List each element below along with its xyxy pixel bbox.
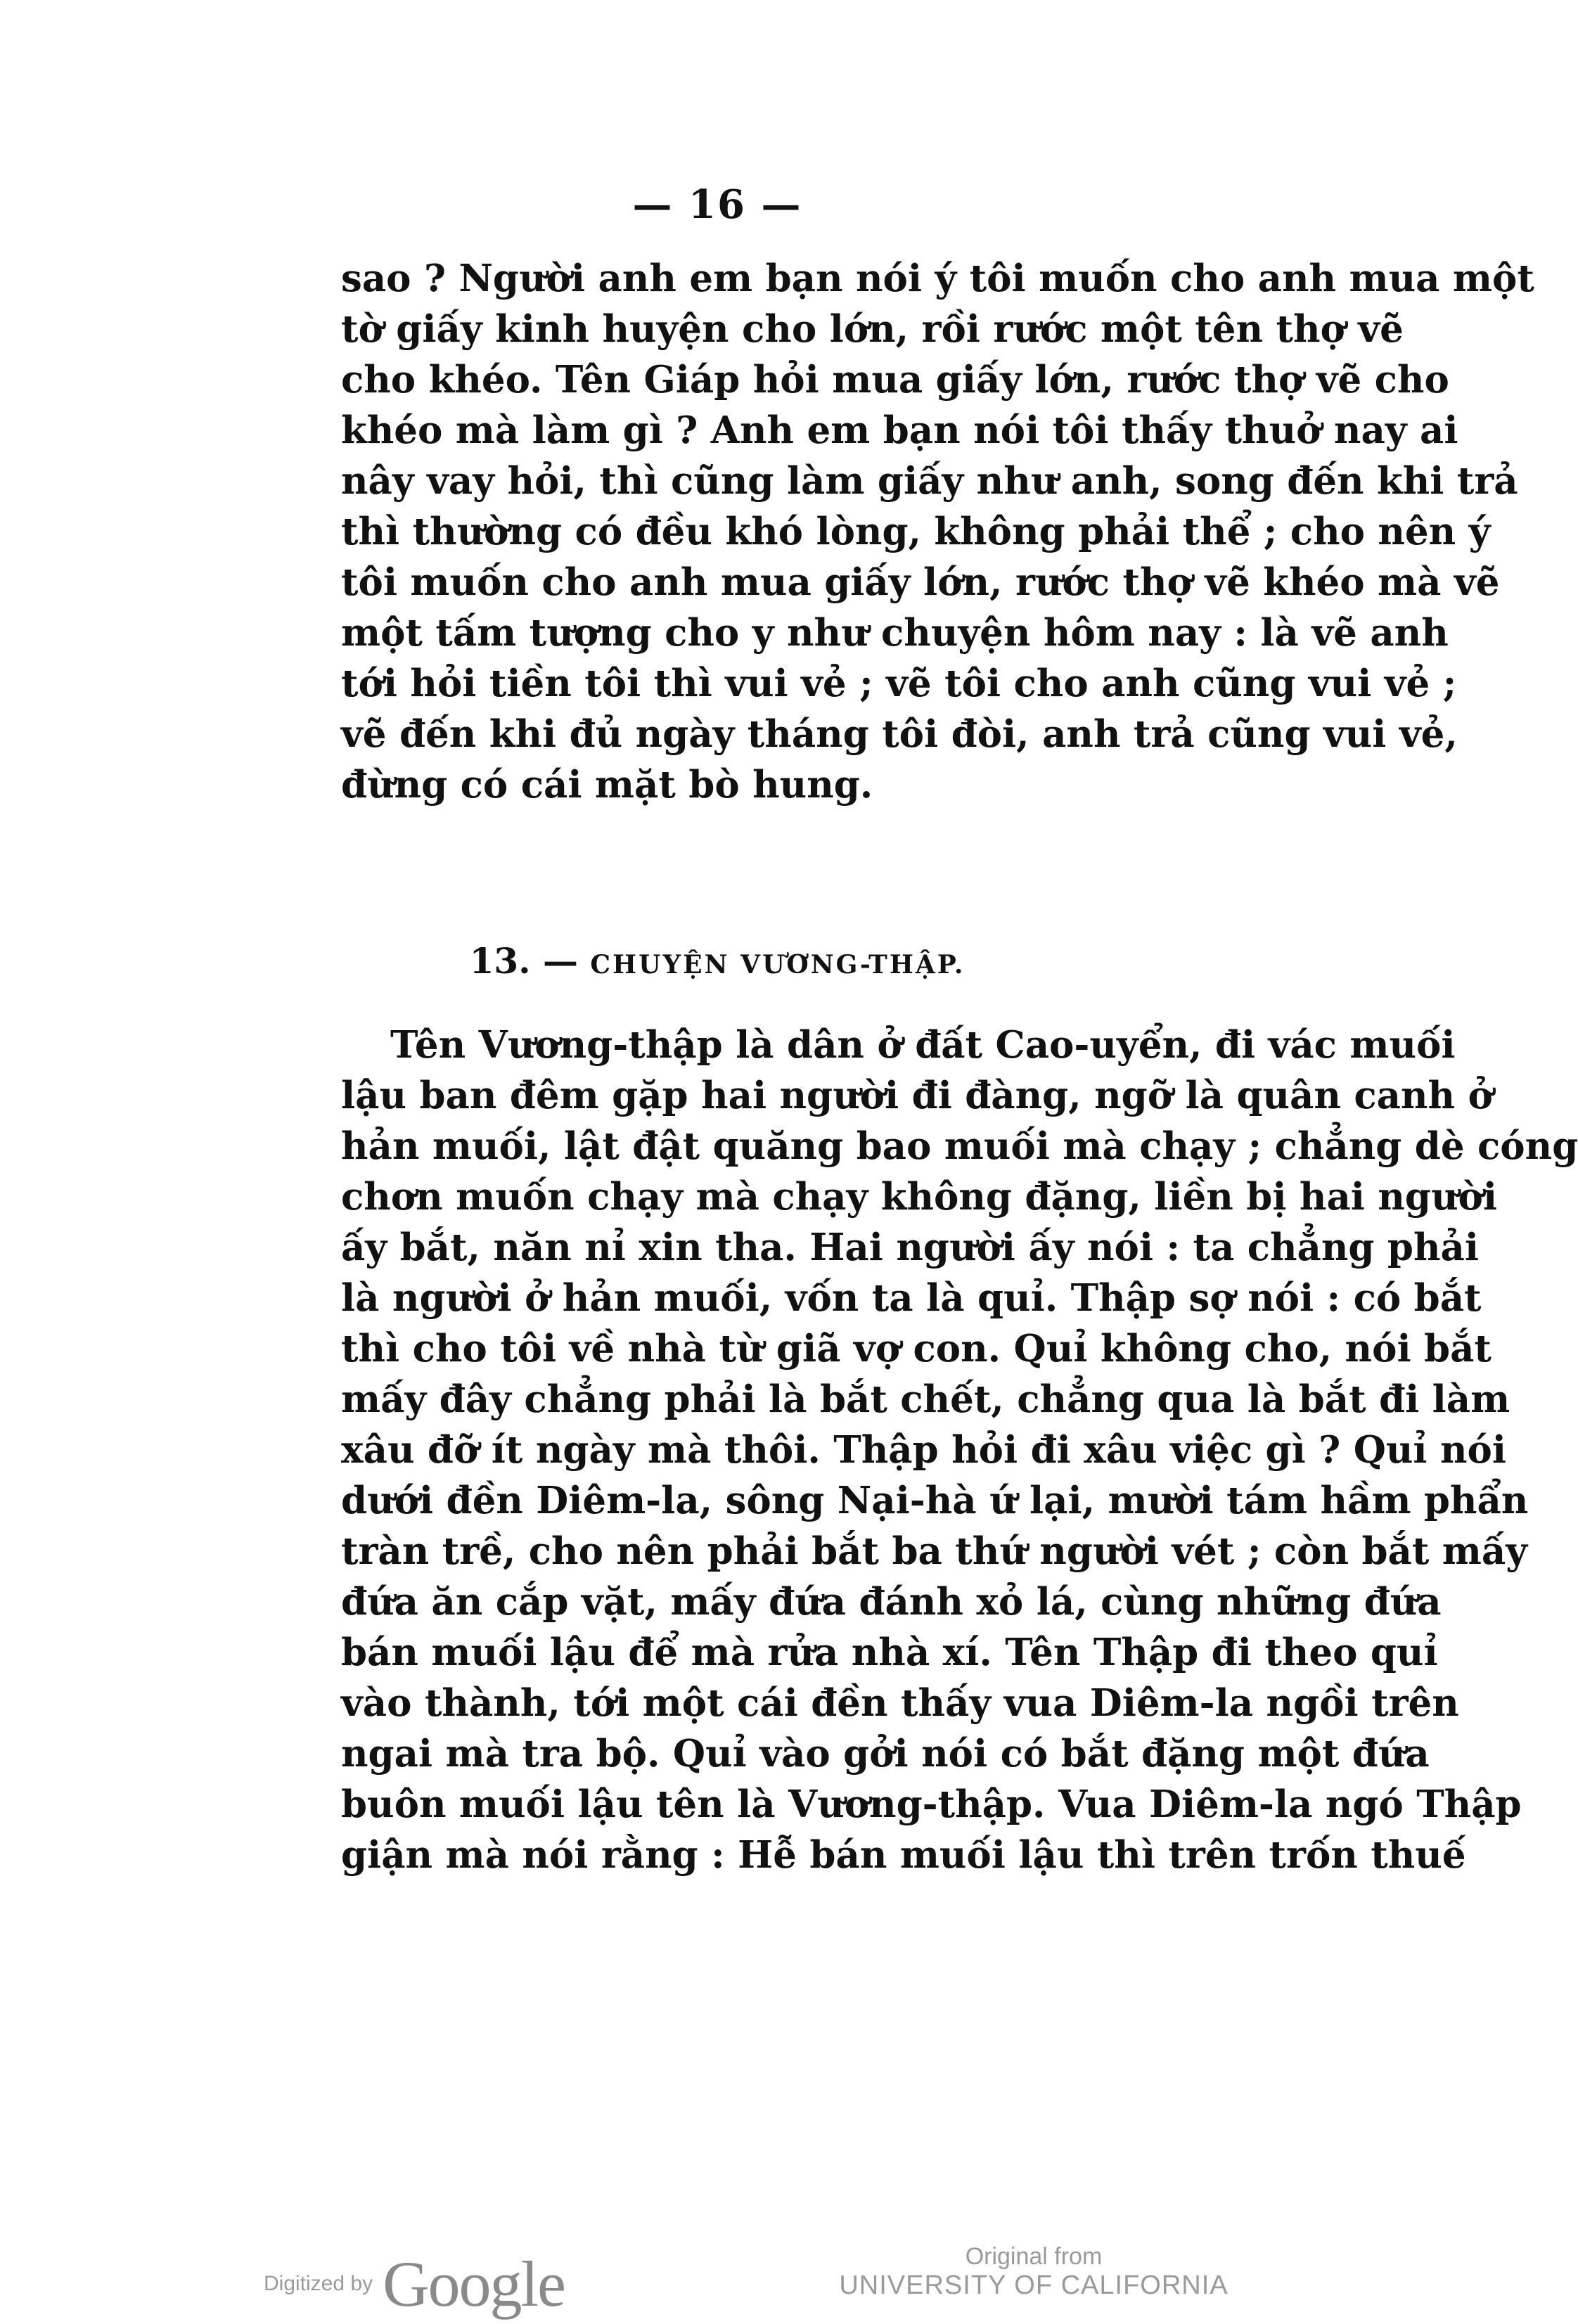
text-line: đừng có cái mặt bò hung. — [341, 763, 873, 807]
original-from-text: Original from — [965, 2243, 1103, 2270]
text-line: vẽ đến khi đủ ngày tháng tôi đòi, anh trả cũng vui vẻ, — [341, 712, 1458, 756]
text-line: vào thành, tới một cái đền thấy vua Diêm-la ngồi trên — [341, 1681, 1459, 1725]
text-line: đứa ăn cắp vặt, mấy đứa đánh xỏ lá, cùng những đứa — [341, 1580, 1442, 1624]
text-line: giận mà nói rằng : Hễ bán muối lậu thì trên trốn thuế — [341, 1833, 1466, 1877]
digitized-by-text: Digitized by — [264, 2272, 373, 2295]
text-line: lậu ban đêm gặp hai người đi đàng, ngỡ là quân canh ở — [341, 1074, 1493, 1117]
original-from-watermark — [823, 2243, 1245, 2320]
section-heading — [0, 940, 1435, 982]
text-line: chơn muốn chạy mà chạy không đặng, liền bị hai người — [341, 1175, 1497, 1219]
text-line: sao ? Người anh em bạn nói ý tôi muốn cho anh mua một — [341, 257, 1534, 300]
page-number: — 16 — — [632, 181, 802, 228]
digitized-by-watermark — [264, 2247, 565, 2324]
text-line: thì cho tôi về nhà từ giã vợ con. Quỉ không cho, nói bắt — [341, 1327, 1492, 1370]
text-line: buôn muối lậu tên là Vương-thập. Vua Diêm-la ngó Thập — [341, 1783, 1522, 1826]
text-line: hản muối, lật đật quăng bao muối mà chạy ; chẳng dè cóng — [341, 1124, 1578, 1168]
text-line: tràn trề, cho nên phải bắt ba thứ người vét ; còn bắt mấy — [341, 1529, 1527, 1573]
text-line: tờ giấy kinh huyện cho lớn, rồi rước một tên thợ vẽ — [341, 307, 1404, 351]
text-line: mấy đây chẳng phải là bắt chết, chẳng qua là bắt đi làm — [341, 1378, 1510, 1421]
text-line: Tên Vương-thập là dân ở đất Cao-uyển, đi vác muối — [390, 1023, 1456, 1067]
university-text: UNIVERSITY OF CALIFORNIA — [839, 2271, 1229, 2300]
paragraph-2 — [341, 1020, 1578, 1880]
text-line: cho khéo. Tên Giáp hỏi mua giấy lớn, rước thợ vẽ cho — [341, 358, 1449, 402]
text-line: là người ở hản muối, vốn ta là quỉ. Thập sợ nói : có bắt — [341, 1276, 1482, 1320]
text-line: khéo mà làm gì ? Anh em bạn nói tôi thấy thuở nay ai — [341, 409, 1458, 452]
text-line: tới hỏi tiền tôi thì vui vẻ ; vẽ tôi cho anh cũng vui vẻ ; — [341, 662, 1457, 705]
section-title: CHUYỆN VƯƠNG-THẬP. — [590, 950, 966, 980]
text-line: xâu đỡ ít ngày mà thôi. Thập hỏi đi xâu việc gì ? Quỉ nói — [341, 1428, 1507, 1472]
text-line: dưới đền Diêm-la, sông Nại-hà ứ lại, mười tám hầm phẩn — [341, 1479, 1529, 1522]
paragraph-1 — [341, 253, 1534, 810]
text-line: ấy bắt, năn nỉ xin tha. Hai người ấy nói : ta chẳng phải — [341, 1226, 1480, 1269]
text-line: tôi muốn cho anh mua giấy lớn, rước thợ vẽ khéo mà vẽ — [341, 560, 1500, 604]
text-line: nây vay hỏi, thì cũng làm giấy như anh, song đến khi trả — [341, 459, 1518, 503]
section-number: 13. — — [469, 940, 578, 982]
text-line: ngai mà tra bộ. Quỉ vào gởi nói có bắt đặng một đứa — [341, 1732, 1430, 1776]
text-line: thì thường có đều khó lòng, không phải thể ; cho nên ý — [341, 510, 1491, 553]
text-line: bán muối lậu để mà rửa nhà xí. Tên Thập đi theo quỉ — [341, 1631, 1438, 1674]
text-line: một tấm tượng cho y như chuyện hôm nay : là vẽ anh — [341, 611, 1449, 655]
google-logo: Google — [383, 2248, 565, 2320]
